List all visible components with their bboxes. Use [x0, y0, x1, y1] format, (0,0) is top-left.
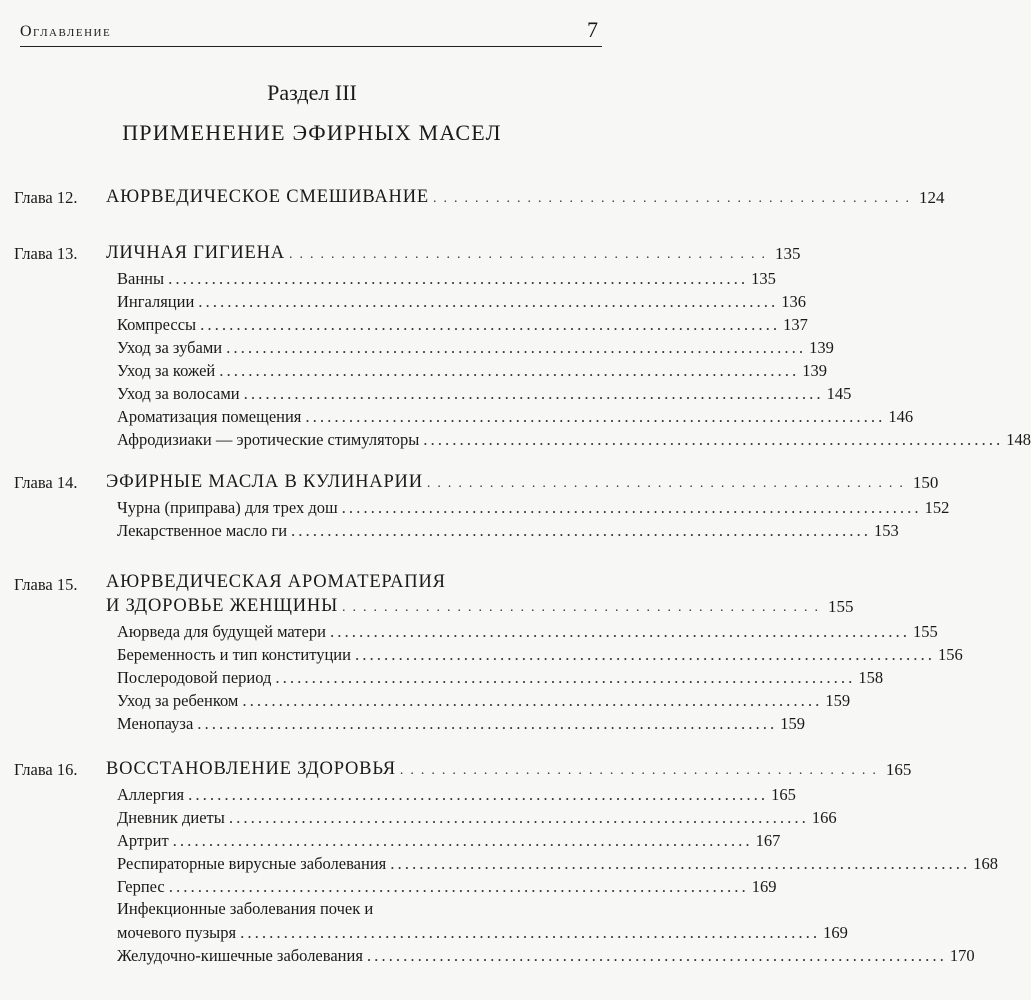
chapter-title: АЮРВЕДИЧЕСКОЕ СМЕШИВАНИЕ — [106, 187, 429, 207]
entry-title: Аллергия — [117, 785, 185, 804]
toc-entry[interactable]: Послеродовой период ................................................................................ 158 — [117, 668, 884, 687]
chapter-page: 150 — [912, 473, 939, 492]
entry-title-line1[interactable]: Инфекционные заболевания почек и — [117, 899, 374, 918]
entry-page: 139 — [802, 361, 828, 380]
entry-page: 156 — [937, 645, 963, 664]
entry-title: Желудочно-кишечные заболевания — [117, 946, 363, 965]
chapter-title: ВОССТАНОВЛЕНИЕ ЗДОРОВЬЯ — [106, 759, 396, 779]
running-head-title: Оглавление — [20, 23, 112, 40]
entry-page: 170 — [949, 946, 975, 965]
toc-entry[interactable]: Лекарственное масло ги ................................................................................ 153 — [117, 521, 899, 540]
toc-entry[interactable]: Ингаляции ................................................................................ 136 — [117, 292, 807, 311]
section-title: ПРИМЕНЕНИЕ ЭФИРНЫХ МАСЕЛ — [122, 120, 502, 145]
toc-entry[interactable]: Герпес ................................................................................ 169 — [117, 877, 777, 896]
entry-title: Ванны — [117, 269, 165, 288]
entry-page: 136 — [781, 292, 807, 311]
toc-chapter-14[interactable]: Глава 14. ЭФИРНЫЕ МАСЛА В КУЛИНАРИИ .............................................. 150 — [14, 472, 939, 492]
entry-page: 159 — [825, 691, 851, 710]
running-head — [20, 14, 602, 47]
entry-title: Уход за зубами — [117, 338, 223, 357]
chapter-title-line1[interactable]: АЮРВЕДИЧЕСКАЯ АРОМАТЕРАПИЯ — [106, 572, 446, 592]
toc-entry[interactable]: Чурна (приправа) для трех дош ................................................................................ 152 — [117, 498, 950, 517]
entry-title: Чурна (приправа) для трех дош — [117, 498, 338, 517]
toc-entry[interactable]: Компрессы ................................................................................ 137 — [117, 315, 808, 334]
chapter-page: 135 — [774, 244, 801, 263]
toc-entry[interactable]: Менопауза ................................................................................ 159 — [117, 714, 806, 733]
entry-page: 153 — [874, 521, 899, 540]
entry-page: 165 — [771, 785, 796, 804]
entry-title: Аюрведа для будущей матери — [117, 622, 326, 641]
entry-title: Уход за ребенком — [117, 691, 239, 710]
entry-page: 152 — [924, 498, 950, 517]
entry-title: Респираторные вирусные заболевания — [117, 854, 387, 873]
entry-page: 166 — [811, 808, 837, 827]
toc-chapter-16[interactable]: Глава 16. ВОССТАНОВЛЕНИЕ ЗДОРОВЬЯ .............................................. 165 — [14, 759, 912, 779]
entry-page: 167 — [755, 831, 781, 850]
entry-title: Уход за волосами — [117, 384, 240, 403]
toc-chapter-13[interactable]: Глава 13. ЛИЧНАЯ ГИГИЕНА .............................................. 135 — [14, 243, 801, 263]
entry-title: Менопауза — [117, 714, 194, 733]
entry-title: Ароматизация помещения — [117, 407, 302, 426]
entry-title: Компрессы — [117, 315, 197, 334]
toc-entry[interactable]: Ванны ................................................................................ 135 — [117, 269, 776, 288]
toc-entry[interactable]: Уход за волосами ................................................................................ 145 — [117, 384, 852, 403]
entry-page: 159 — [780, 714, 806, 733]
toc-chapter-15[interactable]: И ЗДОРОВЬЕ ЖЕНЩИНЫ .............................................. 155 — [106, 596, 854, 616]
entry-page: 155 — [912, 622, 938, 641]
entry-title: Беременность и тип конституции — [117, 645, 351, 664]
toc-entry[interactable]: Афродизиаки — эротические стимуляторы ................................................................................ 148 — [117, 430, 1031, 449]
entry-title: Афродизиаки — эротические стимуляторы — [117, 430, 420, 449]
toc-entry[interactable]: Уход за ребенком ................................................................................ 159 — [117, 691, 851, 710]
toc-entry[interactable]: Дневник диеты ................................................................................ 166 — [117, 808, 837, 827]
entry-page: 169 — [823, 923, 848, 942]
entry-title: Ингаляции — [117, 292, 195, 311]
entry-page: 158 — [858, 668, 884, 687]
entry-title: мочевого пузыря — [117, 923, 237, 942]
entry-page: 169 — [751, 877, 777, 896]
entry-page: 146 — [888, 407, 914, 426]
toc-entry[interactable]: Ароматизация помещения ................................................................................ 146 — [117, 407, 914, 426]
toc-entry[interactable]: мочевого пузыря ................................................................................ 169 — [117, 923, 848, 942]
chapter-number: Глава 16. — [14, 760, 78, 779]
entry-page: 139 — [809, 338, 834, 357]
entry-page: 168 — [973, 854, 998, 873]
toc-entry[interactable]: Артрит ................................................................................ 167 — [117, 831, 781, 850]
entry-title: Артрит — [117, 831, 169, 850]
toc-entry[interactable]: Уход за зубами ................................................................................ 139 — [117, 338, 834, 357]
toc-entry[interactable]: Аллергия ................................................................................ 165 — [117, 785, 796, 804]
entry-page: 148 — [1006, 430, 1031, 449]
entry-page: 145 — [826, 384, 852, 403]
toc-entry[interactable]: Респираторные вирусные заболевания ................................................................................ 168 — [117, 854, 998, 873]
chapter-page: 155 — [828, 597, 854, 616]
entry-page: 135 — [751, 269, 776, 288]
book-page: Оглавление 7 Раздел III ПРИМЕНЕНИЕ ЭФИРНЫХ МАСЕЛ Глава 12. АЮРВЕДИЧЕСКОЕ СМЕШИВАНИЕ .............................................. 124 Глава 13. ЛИЧНАЯ ГИГИЕНА .............................................. 135 Ванны ................................................................................ 135 Ингаляции ................................................................................ 136 Компрессы ................................................................................ 137 Уход за зубами ................................................................................ 139 Уход за кожей ................................................................................ 139 Уход за волосами ................................................................................ 145 Ароматизация помещения ................................................................................ 146 Афродизиаки — эротические стимуляторы ................................................................................ 148 Глава 14. ЭФИРНЫЕ МАСЛА В КУЛИНАРИИ .............................................. 150 Чурна (приправа) для трех дош ................................................................................ 152 Лекарственное масло ги ................................................................................ 153 Глава 15. АЮРВЕДИЧЕСКАЯ АРОМАТЕРАПИЯ И ЗДОРОВЬЕ ЖЕНЩИНЫ .............................................. 155 Аюрведа для будущей матери ................................................................................ 155 Беременность и тип конституции ................................................................................ 156 Послеродовой период ................................................................................ 158 Уход за ребенком ................................................................................ 159 Менопауза ................................................................................ 159 Глава 16. ВОССТАНОВЛЕНИЕ ЗДОРОВЬЯ .............................................. 165 Аллергия ................................................................................ 165 Дневник диеты ................................................................................ 166 Артрит ................................................................................ 167 Респираторные вирусные заболевания ................................................................................ 168 Герпес ................................................................................ 169 Инфекционные заболевания почек и мочевого пузыря ................................................................................ 169 Желудочно-кишечные заболевания ................................................................................ 170 — [0, 0, 624, 1000]
chapter-number: Глава 12. — [14, 188, 78, 207]
toc-entry[interactable]: Аюрведа для будущей матери ................................................................................ 155 — [117, 622, 938, 641]
toc-entry[interactable]: Беременность и тип конституции ................................................................................ 156 — [117, 645, 963, 664]
toc-entry[interactable]: Уход за кожей ................................................................................ 139 — [117, 361, 828, 380]
entry-title: Послеродовой период — [117, 668, 272, 687]
chapter-title: ЛИЧНАЯ ГИГИЕНА — [106, 243, 285, 263]
chapter-page: 124 — [918, 188, 945, 207]
chapter-page: 165 — [885, 760, 912, 779]
section-label: Раздел III — [267, 80, 357, 105]
entry-title: Герпес — [117, 877, 165, 896]
toc-entry[interactable]: Желудочно-кишечные заболевания ................................................................................ 170 — [117, 946, 975, 965]
chapter-title: И ЗДОРОВЬЕ ЖЕНЩИНЫ — [106, 596, 339, 616]
entry-title: Лекарственное масло ги — [117, 521, 288, 540]
toc-chapter-12[interactable]: Глава 12. АЮРВЕДИЧЕСКОЕ СМЕШИВАНИЕ .............................................. 124 — [14, 187, 945, 207]
chapter-title: ЭФИРНЫЕ МАСЛА В КУЛИНАРИИ — [106, 472, 423, 492]
entry-page: 137 — [783, 315, 808, 334]
chapter-number: Глава 14. — [14, 473, 78, 492]
page-number: 7 — [587, 17, 598, 42]
chapter-number: Глава 13. — [14, 244, 78, 263]
entry-title: Уход за кожей — [117, 361, 216, 380]
entry-title: Дневник диеты — [117, 808, 225, 827]
